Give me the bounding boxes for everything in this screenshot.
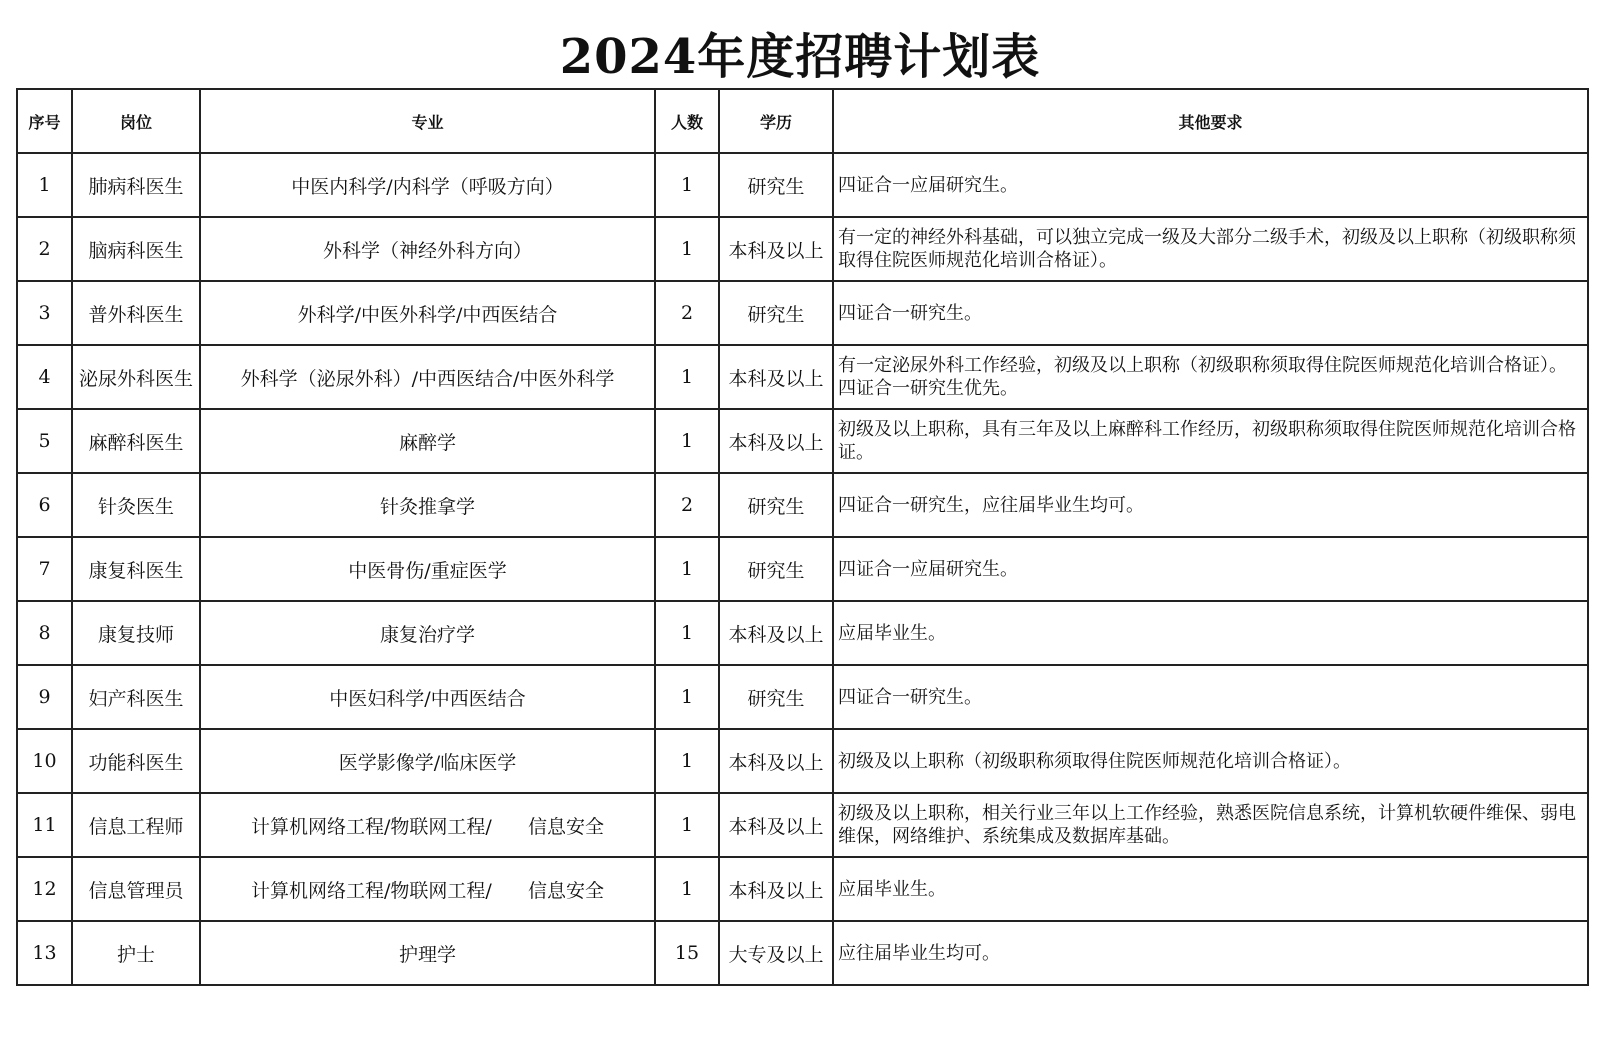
cell-no: 7	[17, 537, 72, 601]
table-row	[17, 601, 1588, 665]
table-row	[17, 665, 1588, 729]
cell-count: 2	[655, 473, 719, 537]
cell-requirements: 初级及以上职称（初级职称须取得住院医师规范化培训合格证）。	[833, 729, 1588, 793]
cell-education: 研究生	[719, 281, 833, 345]
cell-count: 1	[655, 153, 719, 217]
table-row	[17, 217, 1588, 281]
cell-requirements: 初级及以上职称，相关行业三年以上工作经验，熟悉医院信息系统，计算机软硬件维保、弱电维保，网络维护、系统集成及数据库基础。	[833, 793, 1588, 857]
cell-no: 5	[17, 409, 72, 473]
cell-no: 8	[17, 601, 72, 665]
cell-education: 研究生	[719, 153, 833, 217]
cell-requirements: 应往届毕业生均可。	[833, 921, 1588, 985]
cell-no: 13	[17, 921, 72, 985]
table-row	[17, 729, 1588, 793]
cell-major: 麻醉学	[200, 409, 655, 473]
header-no: 序号	[17, 89, 72, 153]
cell-education: 大专及以上	[719, 921, 833, 985]
cell-requirements: 有一定泌尿外科工作经验，初级及以上职称（初级职称须取得住院医师规范化培训合格证）。四证合一研究生优先。	[833, 345, 1588, 409]
cell-education: 研究生	[719, 537, 833, 601]
cell-position: 针灸医生	[72, 473, 200, 537]
cell-major: 计算机网络工程/物联网工程/ 信息安全	[200, 793, 655, 857]
cell-education: 本科及以上	[719, 601, 833, 665]
cell-major: 针灸推拿学	[200, 473, 655, 537]
cell-position: 信息工程师	[72, 793, 200, 857]
cell-position: 康复科医生	[72, 537, 200, 601]
table-row	[17, 793, 1588, 857]
cell-major: 外科学/中医外科学/中西医结合	[200, 281, 655, 345]
cell-education: 本科及以上	[719, 729, 833, 793]
cell-position: 妇产科医生	[72, 665, 200, 729]
cell-count: 1	[655, 665, 719, 729]
cell-no: 12	[17, 857, 72, 921]
cell-position: 康复技师	[72, 601, 200, 665]
table-row	[17, 921, 1588, 985]
cell-count: 1	[655, 345, 719, 409]
cell-position: 护士	[72, 921, 200, 985]
table-row	[17, 345, 1588, 409]
cell-position: 肺病科医生	[72, 153, 200, 217]
cell-requirements: 四证合一研究生。	[833, 281, 1588, 345]
cell-count: 1	[655, 729, 719, 793]
cell-requirements: 四证合一应届研究生。	[833, 153, 1588, 217]
table-body	[17, 153, 1588, 985]
cell-requirements: 四证合一研究生，应往届毕业生均可。	[833, 473, 1588, 537]
cell-education: 研究生	[719, 473, 833, 537]
recruitment-plan-table	[16, 88, 1589, 986]
table-row	[17, 409, 1588, 473]
cell-education: 本科及以上	[719, 217, 833, 281]
cell-no: 3	[17, 281, 72, 345]
cell-education: 本科及以上	[719, 857, 833, 921]
cell-no: 2	[17, 217, 72, 281]
cell-count: 1	[655, 409, 719, 473]
cell-count: 1	[655, 537, 719, 601]
cell-major: 护理学	[200, 921, 655, 985]
cell-requirements: 有一定的神经外科基础，可以独立完成一级及大部分二级手术，初级及以上职称（初级职称须取得住院医师规范化培训合格证）。	[833, 217, 1588, 281]
header-major: 专业	[200, 89, 655, 153]
cell-no: 4	[17, 345, 72, 409]
cell-education: 本科及以上	[719, 793, 833, 857]
cell-no: 6	[17, 473, 72, 537]
cell-no: 9	[17, 665, 72, 729]
table-row	[17, 473, 1588, 537]
cell-count: 1	[655, 601, 719, 665]
header-count: 人数	[655, 89, 719, 153]
table-header-row	[17, 89, 1588, 153]
cell-major: 中医妇科学/中西医结合	[200, 665, 655, 729]
table-row	[17, 537, 1588, 601]
cell-position: 泌尿外科医生	[72, 345, 200, 409]
cell-major: 康复治疗学	[200, 601, 655, 665]
cell-requirements: 初级及以上职称，具有三年及以上麻醉科工作经历，初级职称须取得住院医师规范化培训合格证。	[833, 409, 1588, 473]
cell-position: 普外科医生	[72, 281, 200, 345]
cell-position: 脑病科医生	[72, 217, 200, 281]
cell-requirements: 应届毕业生。	[833, 857, 1588, 921]
cell-requirements: 四证合一研究生。	[833, 665, 1588, 729]
page-title: 2024年度招聘计划表	[559, 29, 1041, 85]
cell-no: 11	[17, 793, 72, 857]
cell-major: 中医内科学/内科学（呼吸方向）	[200, 153, 655, 217]
table-row	[17, 857, 1588, 921]
cell-no: 1	[17, 153, 72, 217]
cell-education: 本科及以上	[719, 345, 833, 409]
header-position: 岗位	[72, 89, 200, 153]
cell-count: 2	[655, 281, 719, 345]
cell-major: 计算机网络工程/物联网工程/ 信息安全	[200, 857, 655, 921]
cell-count: 15	[655, 921, 719, 985]
cell-major: 中医骨伤/重症医学	[200, 537, 655, 601]
cell-requirements: 应届毕业生。	[833, 601, 1588, 665]
cell-count: 1	[655, 857, 719, 921]
cell-education: 本科及以上	[719, 409, 833, 473]
cell-major: 医学影像学/临床医学	[200, 729, 655, 793]
cell-major: 外科学（神经外科方向）	[200, 217, 655, 281]
cell-position: 功能科医生	[72, 729, 200, 793]
cell-position: 信息管理员	[72, 857, 200, 921]
header-requirements: 其他要求	[833, 89, 1588, 153]
cell-requirements: 四证合一应届研究生。	[833, 537, 1588, 601]
table-row	[17, 281, 1588, 345]
cell-count: 1	[655, 793, 719, 857]
header-education: 学历	[719, 89, 833, 153]
cell-major: 外科学（泌尿外科）/中西医结合/中医外科学	[200, 345, 655, 409]
cell-position: 麻醉科医生	[72, 409, 200, 473]
table-row	[17, 153, 1588, 217]
cell-no: 10	[17, 729, 72, 793]
cell-count: 1	[655, 217, 719, 281]
cell-education: 研究生	[719, 665, 833, 729]
